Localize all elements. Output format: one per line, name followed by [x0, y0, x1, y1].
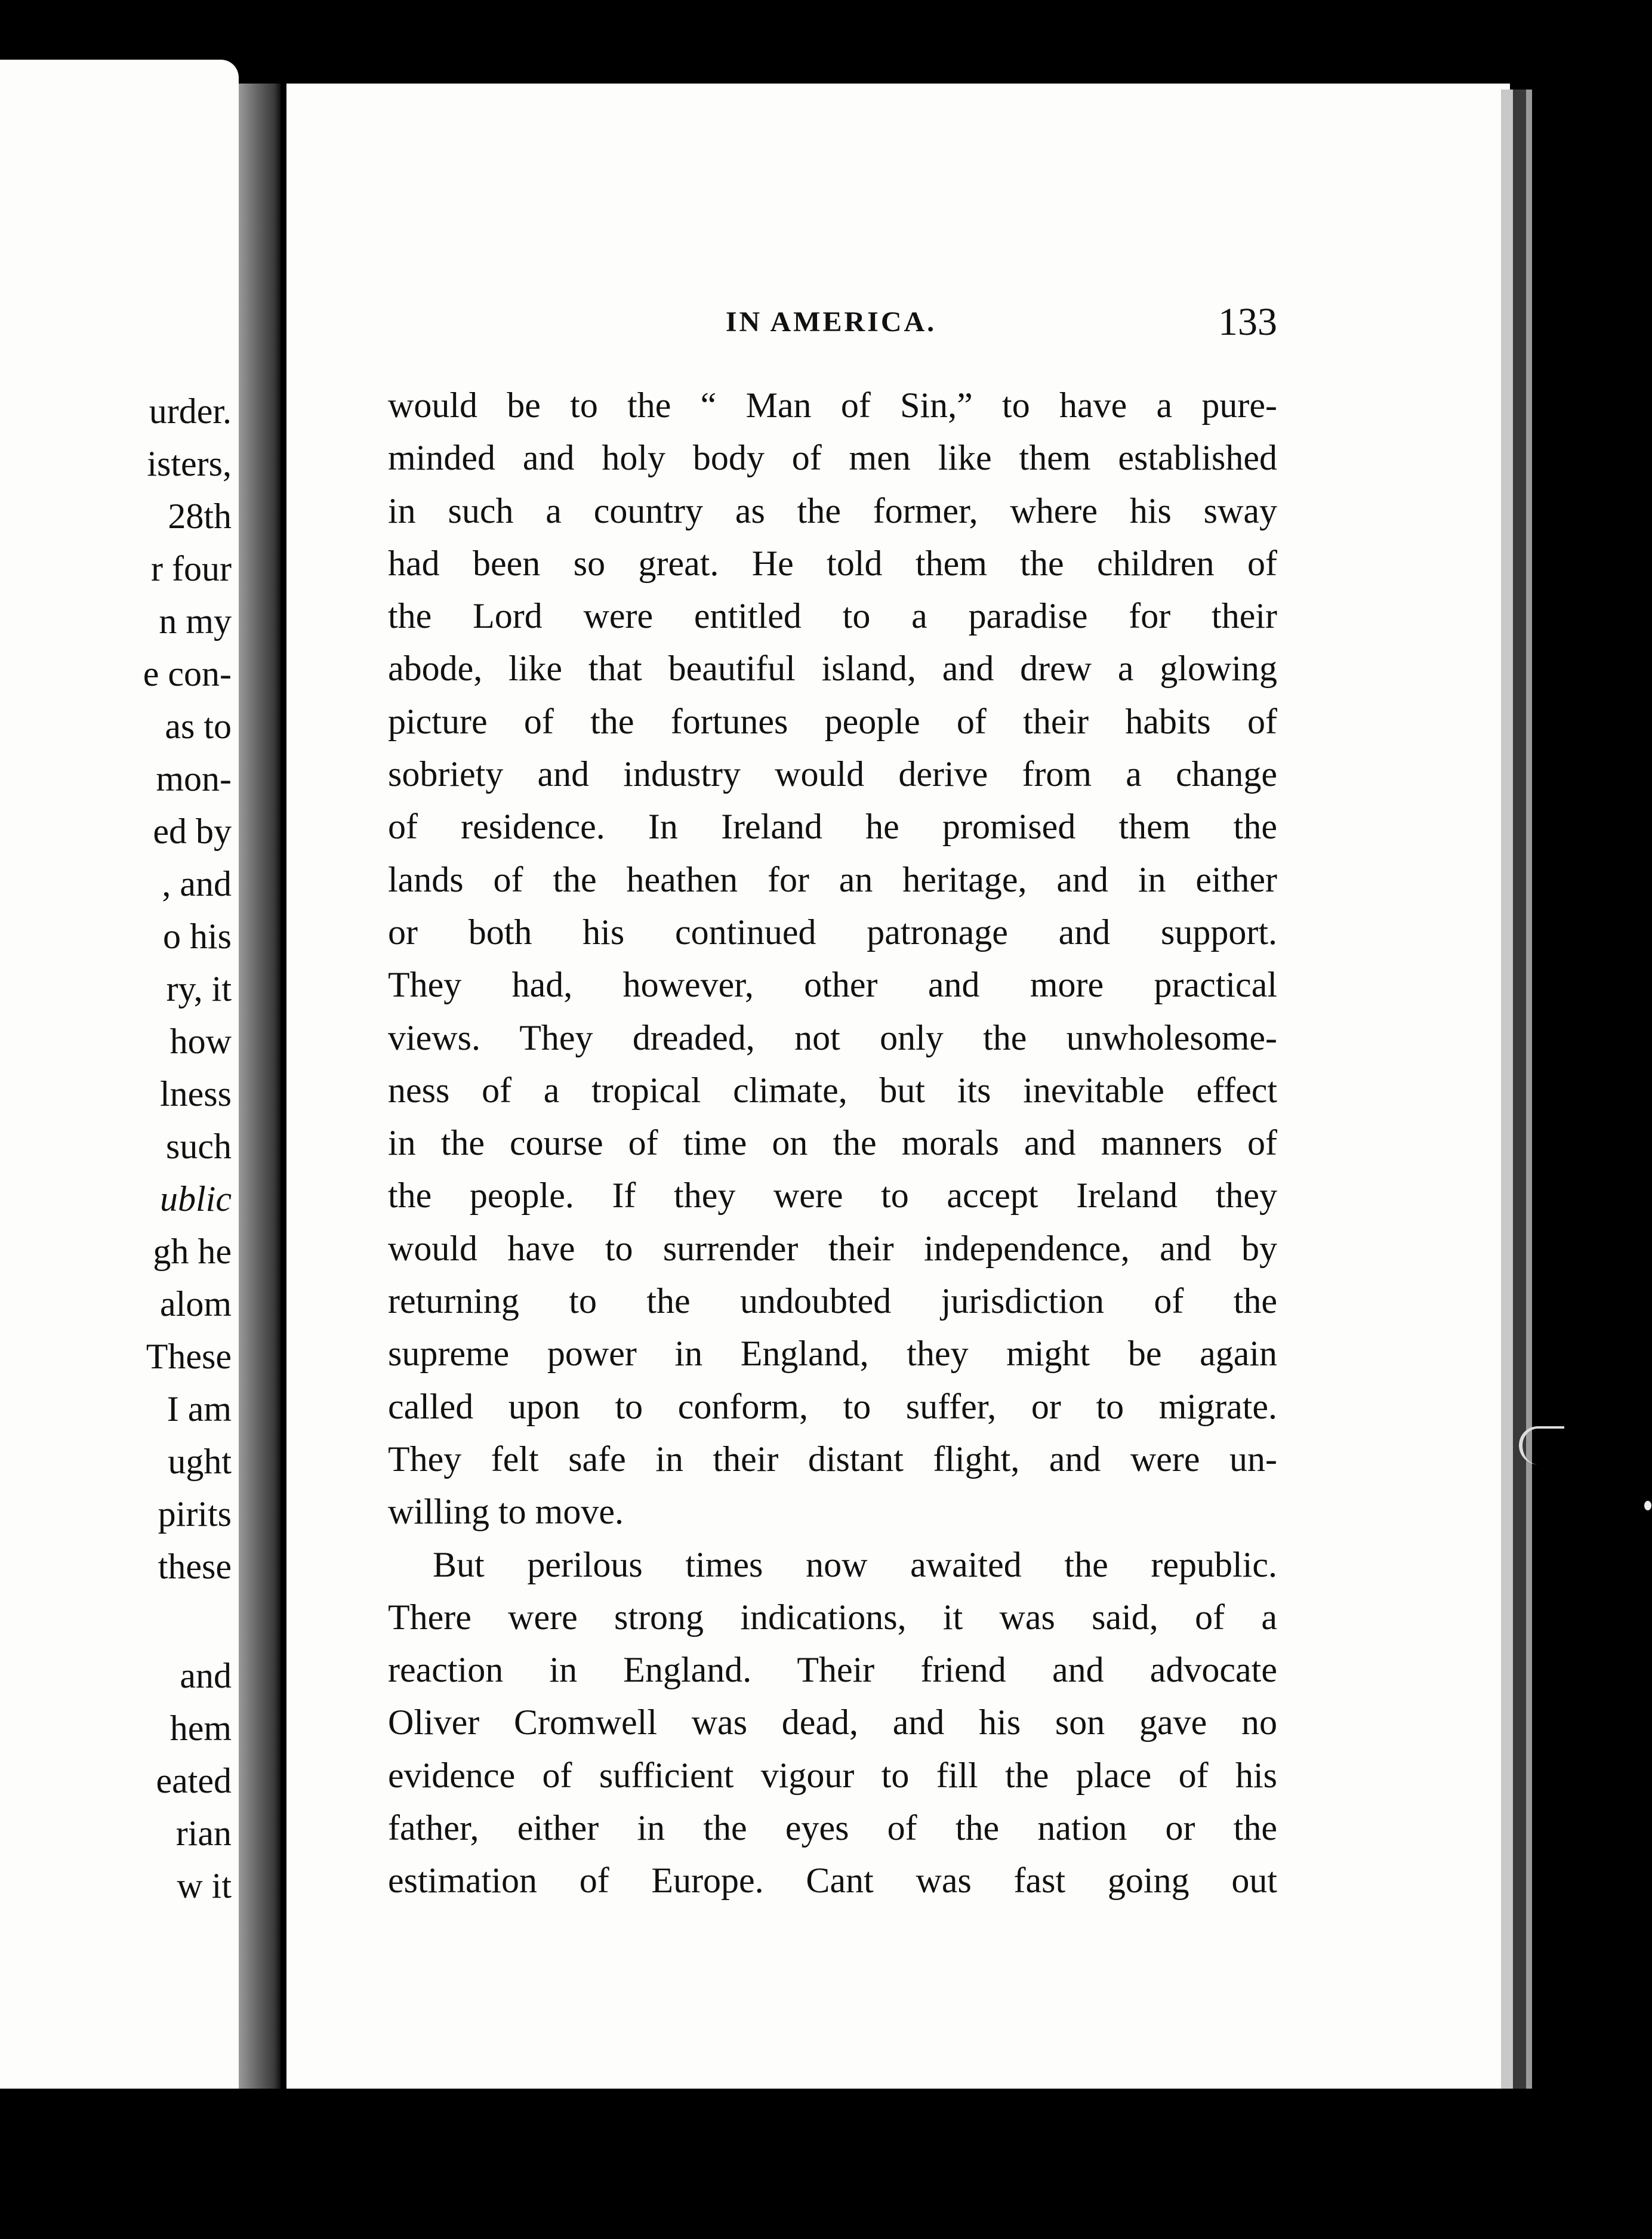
- scan-mark: [1644, 1501, 1651, 1510]
- left-fragment: ught: [168, 1442, 232, 1481]
- left-fragment: mon-: [156, 759, 232, 798]
- page-edge: [1501, 90, 1513, 2089]
- text-line: the people. If they were to accept Ireland they: [388, 1176, 1277, 1216]
- text-line: views. They dreaded, not only the unwholesome-: [388, 1017, 1277, 1057]
- text-line: ness of a tropical climate, but its inevitable effect: [388, 1070, 1277, 1110]
- left-fragment: hem: [169, 1708, 232, 1748]
- page-number: 133: [1218, 300, 1277, 344]
- text-line: called upon to conform, to suffer, or to migrate.: [388, 1386, 1277, 1426]
- left-fragment: gh he: [153, 1232, 232, 1271]
- left-fragment: ry, it: [166, 969, 232, 1009]
- left-fragment: such: [166, 1127, 232, 1166]
- left-fragment: I am: [167, 1389, 232, 1429]
- text-line: would have to surrender their independence, and by: [388, 1228, 1277, 1268]
- text-line: There were strong indications, it was said, of a: [388, 1597, 1277, 1637]
- left-fragment: , and: [162, 864, 232, 903]
- left-fragment: w it: [177, 1866, 232, 1905]
- scan-mark: [1519, 1426, 1564, 1464]
- left-fragment: r four: [151, 549, 232, 588]
- text-line: estimation of Europe. Cant was fast going out: [388, 1861, 1277, 1901]
- left-fragment: these: [158, 1547, 232, 1586]
- body-text: [388, 379, 1277, 1907]
- left-page-text-fragments: [53, 385, 232, 1912]
- text-line: abode, like that beautiful island, and drew a glowing: [388, 649, 1277, 689]
- left-fragment: ed by: [153, 812, 232, 851]
- left-fragment: isters,: [147, 444, 232, 483]
- text-line: Oliver Cromwell was dead, and his son gave no: [388, 1703, 1277, 1743]
- text-line: the Lord were entitled to a paradise for their: [388, 596, 1277, 636]
- left-fragment: how: [169, 1022, 232, 1061]
- left-fragment: eated: [156, 1761, 232, 1800]
- left-fragment: as to: [165, 707, 232, 746]
- text-line: picture of the fortunes people of their habits of: [388, 701, 1277, 741]
- text-line: They had, however, other and more practical: [388, 965, 1277, 1005]
- text-line: But perilous times now awaited the republic.: [433, 1544, 1277, 1584]
- text-line: They felt safe in their distant flight, and were un-: [388, 1439, 1277, 1479]
- page-edge-shadow: [1513, 90, 1526, 2089]
- text-line: or both his continued patronage and support.: [388, 912, 1277, 952]
- left-fragment: alom: [160, 1284, 232, 1324]
- running-header: [385, 298, 1277, 346]
- text-line: lands of the heathen for an heritage, and in either: [388, 859, 1277, 899]
- text-line: returning to the undoubted jurisdiction of the: [388, 1281, 1277, 1321]
- book-gutter-shadow: [239, 84, 281, 2089]
- left-fragment: e con-: [143, 654, 232, 693]
- left-fragment: ublic: [160, 1179, 232, 1219]
- left-fragment: urder.: [149, 391, 232, 431]
- text-line: supreme power in England, they might be again: [388, 1334, 1277, 1374]
- left-fragment: lness: [160, 1074, 232, 1114]
- text-line: in the course of time on the morals and manners of: [388, 1123, 1277, 1163]
- text-line: evidence of sufficient vigour to fill the place of his: [388, 1755, 1277, 1795]
- left-fragment: rian: [175, 1814, 232, 1853]
- left-fragment: pirits: [158, 1494, 232, 1534]
- text-line: would be to the “ Man of Sin,” to have a pure-: [388, 385, 1277, 425]
- left-fragment-blank: [53, 1593, 232, 1649]
- left-fragment: o his: [162, 917, 232, 956]
- text-line: minded and holy body of men like them established: [388, 438, 1277, 478]
- left-fragment: These: [146, 1337, 232, 1376]
- left-fragment: and: [180, 1656, 232, 1695]
- left-fragment: n my: [159, 602, 232, 641]
- text-line: sobriety and industry would derive from a change: [388, 754, 1277, 794]
- running-head-title: IN AMERICA.: [725, 306, 937, 338]
- text-line: in such a country as the former, where his sway: [388, 491, 1277, 531]
- page-edge: [1526, 90, 1532, 2089]
- text-line: reaction in England. Their friend and advocate: [388, 1650, 1277, 1690]
- text-line: had been so great. He told them the children of: [388, 543, 1277, 583]
- text-line: willing to move.: [388, 1492, 624, 1532]
- left-page: [0, 60, 239, 2089]
- text-line: of residence. In Ireland he promised them the: [388, 807, 1277, 847]
- left-fragment: 28th: [168, 496, 232, 536]
- text-line: father, either in the eyes of the nation or the: [388, 1808, 1277, 1848]
